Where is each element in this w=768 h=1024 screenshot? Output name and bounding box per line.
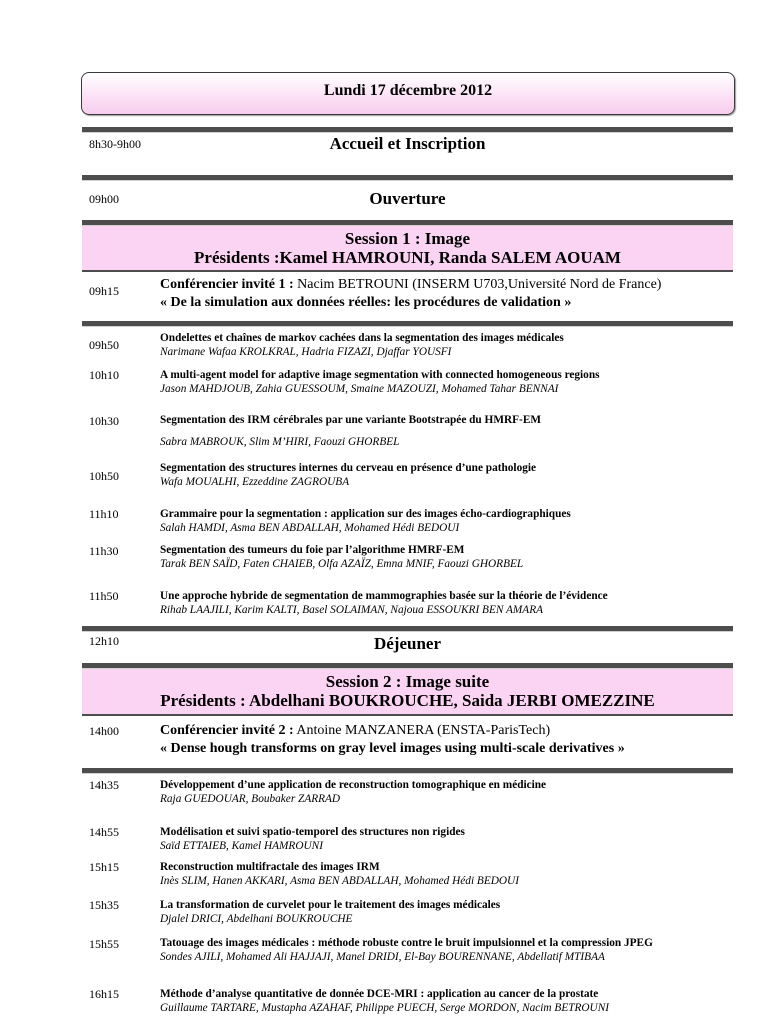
talk-authors: Djalel DRICI, Abdelhani BOUKROUCHE <box>160 913 353 925</box>
talk-time: 11h30 <box>89 544 119 558</box>
talk-item <box>160 589 735 617</box>
talk-authors: Inès SLIM, Hanen AKKARI, Asma BEN ABDALLAH, Mohamed Hédi BEDOUI <box>160 875 519 887</box>
accueil-label: Accueil et Inscription <box>329 134 486 153</box>
talk-authors: Tarak BEN SAÏD, Faten CHAIEB, Olfa AZAÏZ, Emna MNIF, Faouzi GHORBEL <box>160 558 524 570</box>
divider <box>82 768 733 774</box>
talk-authors: Guillaume TARTARE, Mustapha AZAHAF, Philippe PUECH, Serge MORDON, Nacim BETROUNI <box>160 1002 610 1014</box>
divider <box>82 321 733 327</box>
talk-time: 14h35 <box>89 778 119 792</box>
talk-time: 10h30 <box>89 414 119 428</box>
talk-time: 15h15 <box>89 860 119 874</box>
talk-time: 10h50 <box>89 469 119 483</box>
talk-item <box>160 331 735 359</box>
talk-time: 09h50 <box>89 338 119 352</box>
talk-item <box>160 987 735 1015</box>
talk-authors: Rihab LAAJILI, Karim KALTI, Basel SOLAIMAN, Najoua ESSOUKRI BEN AMARA <box>160 604 544 616</box>
talk-title: Reconstruction multifractale des images IRM <box>160 861 380 873</box>
session-2-title: Session 2 : Image suite <box>325 672 490 691</box>
talk-time: 14h55 <box>89 825 119 839</box>
talk-title: Ondelettes et chaînes de markov cachées dans la segmentation des images médicales <box>160 332 564 344</box>
talk-title: A multi-agent model for adaptive image segmentation with connected homogeneous regions <box>160 369 600 381</box>
time-invited-2: 14h00 <box>89 724 119 738</box>
invited-2-label: Conférencier invité 2 : <box>160 723 294 738</box>
session-2-chairs: Présidents : Abdelhani BOUKROUCHE, Saida JERBI OMEZZINE <box>160 691 655 710</box>
day-header: Lundi 17 décembre 2012 <box>81 72 735 115</box>
talk-item <box>160 898 735 926</box>
session-1-chairs: Présidents :Kamel HAMROUNI, Randa SALEM AOUAM <box>194 248 621 267</box>
session-2-header <box>82 669 733 714</box>
divider <box>82 626 733 632</box>
talk-item <box>160 825 735 853</box>
talk-authors: Wafa MOUALHI, Ezzeddine ZAGROUBA <box>160 476 350 488</box>
talk-time: 11h10 <box>89 507 119 521</box>
session-1-title: Session 1 : Image <box>344 229 471 248</box>
talk-time: 16h15 <box>89 987 119 1001</box>
talk-authors: Narimane Wafaa KROLKRAL, Hadria FIZAZI, Djaffar YOUSFI <box>160 346 452 358</box>
dejeuner-label: Déjeuner <box>373 634 442 653</box>
divider <box>82 714 733 716</box>
talk-title: Méthode d’analyse quantitative de donnée DCE-MRI : application au cancer de la prostate <box>160 988 599 1000</box>
talk-item <box>160 507 735 535</box>
talk-title: La transformation de curvelet pour le traitement des images médicales <box>160 899 501 911</box>
time-dejeuner: 12h10 <box>89 634 119 648</box>
talk-title: Tatouage des images médicales : méthode robuste contre le bruit impulsionnel et la compression JPEG <box>160 937 653 949</box>
talk-time: 10h10 <box>89 368 119 382</box>
talk-authors: Sondes AJILI, Mohamed Ali HAJJAJI, Manel DRIDI, El-Bay BOURENNANE, Abdellatif MTIBAA <box>160 951 605 963</box>
talk-title: Développement d’une application de reconstruction tomographique en médicine <box>160 779 547 791</box>
talk-title: Segmentation des IRM cérébrales par une variante Bootstrapée du HMRF-EM <box>160 414 542 426</box>
divider <box>82 270 733 272</box>
divider <box>82 127 733 133</box>
talk-title: Segmentation des structures internes du cerveau en présence d’une pathologie <box>160 462 537 474</box>
invited-2-speaker: Antoine MANZANERA (ENSTA-ParisTech) <box>293 723 551 738</box>
talk-item <box>160 368 735 396</box>
talk-title: Grammaire pour la segmentation : application sur des images écho-cardiographiques <box>160 508 571 520</box>
time-accueil: 8h30-9h00 <box>89 137 141 151</box>
talk-time: 15h35 <box>89 898 119 912</box>
talk-item <box>160 778 735 806</box>
ouverture-label: Ouverture <box>369 189 446 208</box>
divider <box>82 175 733 181</box>
talk-time: 15h55 <box>89 937 119 951</box>
talk-title: Une approche hybride de segmentation de mammographies basée sur la théorie de l’évidence <box>160 590 608 602</box>
invited-talk-2 <box>160 722 735 758</box>
talk-authors: Salah HAMDI, Asma BEN ABDALLAH, Mohamed Hédi BEDOUI <box>160 522 460 534</box>
invited-1-speaker: Nacim BETROUNI (INSERM U703,Université Nord de France) <box>293 277 662 292</box>
time-ouverture: 09h00 <box>89 192 119 206</box>
talk-title: Segmentation des tumeurs du foie par l’algorithme HMRF-EM <box>160 544 465 556</box>
session-1-header <box>82 226 733 270</box>
talk-item <box>160 543 735 571</box>
time-invited-1: 09h15 <box>89 284 119 298</box>
invited-2-title: « Dense hough transforms on gray level images using multi-scale derivatives » <box>160 741 625 756</box>
talk-title: Modélisation et suivi spatio-temporel des structures non rigides <box>160 826 465 838</box>
invited-1-title: « De la simulation aux données réelles: les procédures de validation » <box>160 295 572 310</box>
talk-item <box>160 936 735 964</box>
talk-authors: Saïd ETTAIEB, Kamel HAMROUNI <box>160 840 323 852</box>
invited-talk-1 <box>160 276 735 312</box>
talk-item <box>160 461 735 489</box>
invited-1-label: Conférencier invité 1 : <box>160 277 294 292</box>
talk-authors: Jason MAHDJOUB, Zahia GUESSOUM, Smaine MAZOUZI, Mohamed Tahar BENNAI <box>160 383 559 395</box>
talk-item <box>160 860 735 888</box>
talk-authors: Sabra MABROUK, Slim M’HIRI, Faouzi GHORBEL <box>160 436 400 448</box>
talk-authors: Raja GUEDOUAR, Boubaker ZARRAD <box>160 793 341 805</box>
talk-time: 11h50 <box>89 589 119 603</box>
talk-item <box>160 413 735 449</box>
